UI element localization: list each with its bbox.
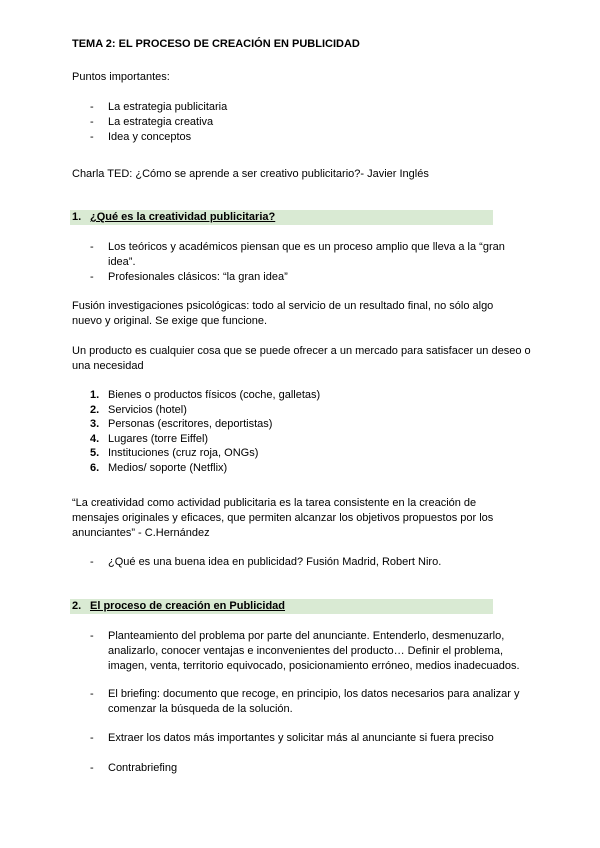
quote-paragraph: “La creatividad como actividad publicitaria es la tarea consistente en la creación de mensajes originales y eficaces, que permiten alcanzar los objetivos propuestos por los anunciantes” - C.Hernández [72, 497, 494, 539]
list-item [90, 115, 520, 130]
list-item [90, 731, 530, 746]
dash-bullet: - [90, 762, 94, 774]
numbered-item [90, 403, 510, 418]
dash-bullet: - [90, 131, 94, 143]
list-item-text: ¿Qué es una buena idea en publicidad? Fusión Madrid, Robert Niro. [108, 556, 442, 568]
numbered-item [90, 461, 510, 476]
section-title: ¿Qué es la creatividad publicitaria? [90, 211, 276, 223]
dash-bullet: - [90, 241, 94, 253]
dash-bullet: - [90, 732, 94, 744]
list-item [90, 761, 520, 776]
dash-bullet: - [90, 688, 94, 700]
item-text: Servicios (hotel) [108, 404, 187, 416]
item-text: Bienes o productos físicos (coche, galletas) [108, 389, 321, 401]
dash-bullet: - [90, 116, 94, 128]
list-item-text: Profesionales clásicos: “la gran idea” [108, 271, 288, 283]
item-number: 3. [90, 418, 100, 430]
list-item [90, 240, 530, 270]
numbered-item [90, 417, 510, 432]
section-heading [72, 210, 275, 225]
paragraph: Un producto es cualquier cosa que se puede ofrecer a un mercado para satisfacer un deseo o una necesidad [72, 345, 531, 372]
numbered-item [90, 446, 510, 461]
item-text: Instituciones (cruz roja, ONGs) [108, 447, 259, 459]
list-item-text: Contrabriefing [108, 762, 178, 774]
list-item-text: El briefing: documento que recoge, en principio, los datos necesarios para analizar y comenzar la búsqueda de la solución. [108, 688, 520, 715]
list-item [90, 555, 520, 570]
page-title: TEMA 2: EL PROCESO DE CREACIÓN EN PUBLICIDAD [72, 38, 360, 50]
numbered-item [90, 388, 510, 403]
item-number: 1. [90, 389, 100, 401]
list-item-text: Idea y conceptos [108, 131, 192, 143]
list-item [90, 100, 520, 115]
section-number: 2. [72, 600, 82, 612]
list-item [90, 130, 520, 145]
item-text: Lugares (torre Eiffel) [108, 433, 209, 445]
list-item [90, 270, 520, 285]
list-item [90, 629, 530, 674]
item-number: 5. [90, 447, 100, 459]
ted-talk-line: Charla TED: ¿Cómo se aprende a ser creativo publicitario?- Javier Inglés [72, 168, 429, 180]
list-item [90, 687, 530, 717]
list-item-text: La estrategia publicitaria [108, 101, 228, 113]
item-text: Personas (escritores, deportistas) [108, 418, 273, 430]
dash-bullet: - [90, 630, 94, 642]
dash-bullet: - [90, 271, 94, 283]
item-number: 4. [90, 433, 100, 445]
list-item-text: Planteamiento del problema por parte del anunciante. Entenderlo, desmenuzarlo, analizarlo, conocer ventajas e inconvenientes del producto… Definir el problema, imagen, venta, territorio equivocado, posicionamiento erróneo, medios inadecuados. [108, 630, 520, 672]
list-item-text: Extraer los datos más importantes y solicitar más al anunciante si fuera preciso [108, 732, 494, 744]
list-item-text: Los teóricos y académicos piensan que es un proceso amplio que lleva a la “gran idea”. [108, 241, 505, 268]
paragraph: Fusión investigaciones psicológicas: todo al servicio de un resultado final, no sólo algo nuevo y original. Se exige que funcione. [72, 300, 494, 327]
list-item-text: La estrategia creativa [108, 116, 214, 128]
section-heading [72, 599, 285, 614]
section-title: El proceso de creación en Publicidad [90, 600, 286, 612]
item-text: Medios/ soporte (Netflix) [108, 462, 228, 474]
intro-label: Puntos importantes: [72, 71, 170, 83]
dash-bullet: - [90, 556, 94, 568]
numbered-item [90, 432, 510, 447]
item-number: 2. [90, 404, 100, 416]
item-number: 6. [90, 462, 100, 474]
dash-bullet: - [90, 101, 94, 113]
section-number: 1. [72, 211, 82, 223]
